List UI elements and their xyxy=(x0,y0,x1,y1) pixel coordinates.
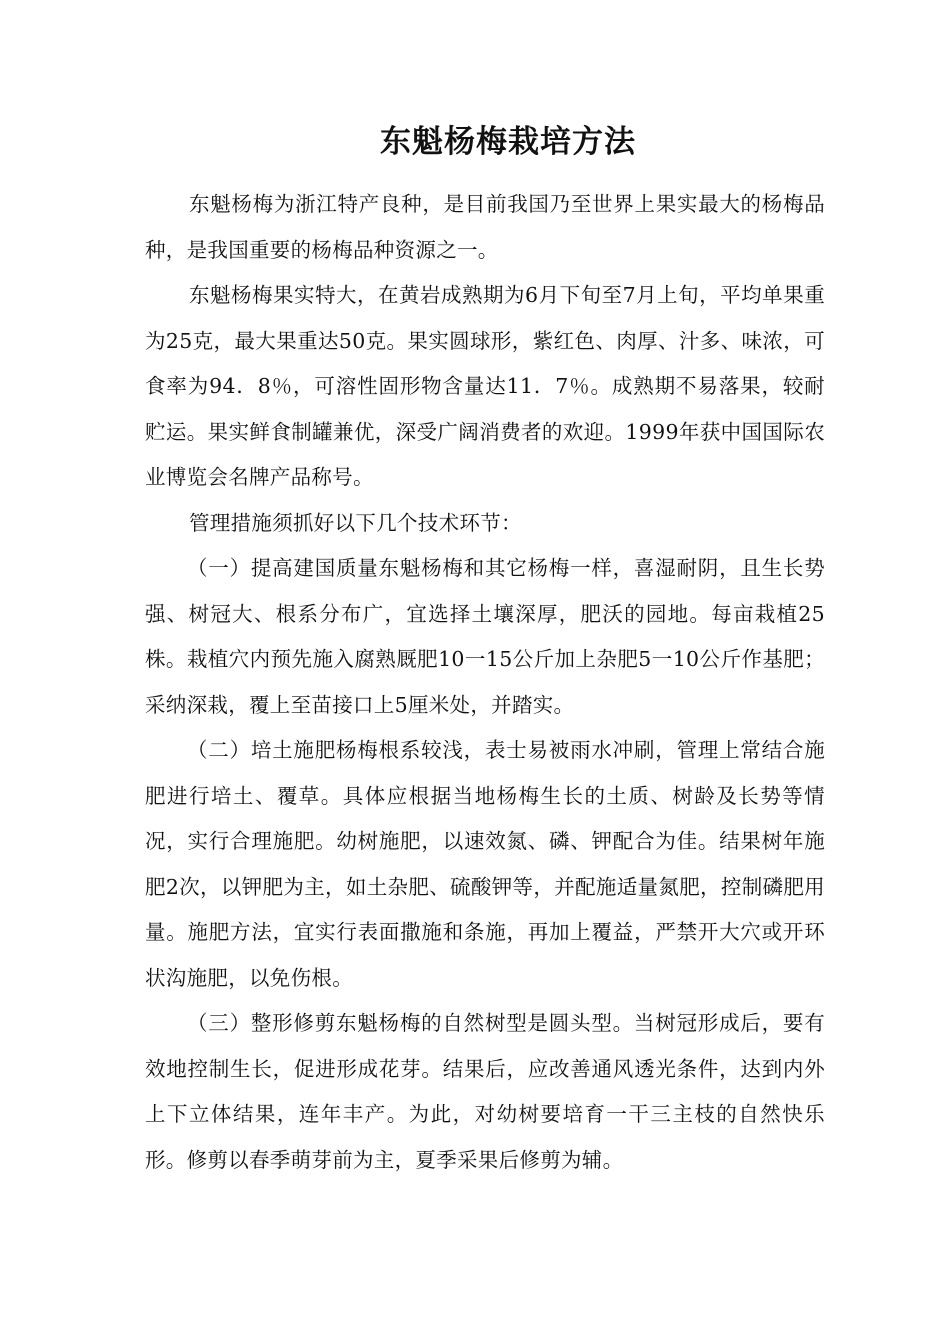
paragraph-intro: 东魁杨梅为浙江特产良种，是目前我国乃至世界上果实最大的杨梅品种，是我国重要的杨梅品种资源之一。 xyxy=(145,192,825,262)
paragraph-management-lead: 管理措施须抓好以下几个技术环节： xyxy=(189,510,522,535)
paragraph-step-3: （三）整形修剪东魁杨梅的自然树型是圆头型。当树冠形成后，要有效地控制生长，促进形成花芽。结果后，应改善通风透光条件，达到内外上下立体结果，连年丰产。为此，对幼树要培育一干三主枝的自然快乐形。修剪以春季萌芽前为主，夏季采果后修剪为辅。 xyxy=(145,1011,825,1172)
paragraph-step-2: （二）培土施肥杨梅根系较浅，表士易被雨水冲刷，管理上常结合施肥进行培土、覆草。具体应根据当地杨梅生长的土质、树龄及长势等情况，实行合理施肥。幼树施肥，以速效氮、磷、钾配合为佳。结果树年施肥2次，以钾肥为主，如土杂肥、硫酸钾等，并配施适量氮肥，控制磷肥用量。施肥方法，宜实行表面撒施和条施，再加上覆益，严禁开大穴或开环状沟施肥，以免伤根。 xyxy=(145,738,825,990)
paragraph-step-1: （一）提高建国质量东魁杨梅和其它杨梅一样，喜湿耐阴，且生长势强、树冠大、根系分布广，宜选择土壤深厚，肥沃的园地。每亩栽植25株。栽植穴内预先施入腐熟厩肥10一15公斤加上杂肥5一10公斤作基肥；采纳深栽，覆上至苗接口上5厘米处，并踏实。 xyxy=(145,556,825,717)
document-body xyxy=(145,182,825,1183)
paragraph-fruit-features: 东魁杨梅果实特大，在黄岩成熟期为6月下旬至7月上旬，平均单果重为25克，最大果重达50克。果实圆球形，紫红色、肉厚、汁多、味浓，可食率为94．8％，可溶性固形物含量达11．7％。成熟期不易落果，较耐贮运。果实鲜食制罐兼优，深受广阔消费者的欢迎。1999年获中国国际农业博览会名牌产品称号。 xyxy=(145,283,825,489)
document-title: 东魁杨梅栽培方法 xyxy=(380,124,636,160)
